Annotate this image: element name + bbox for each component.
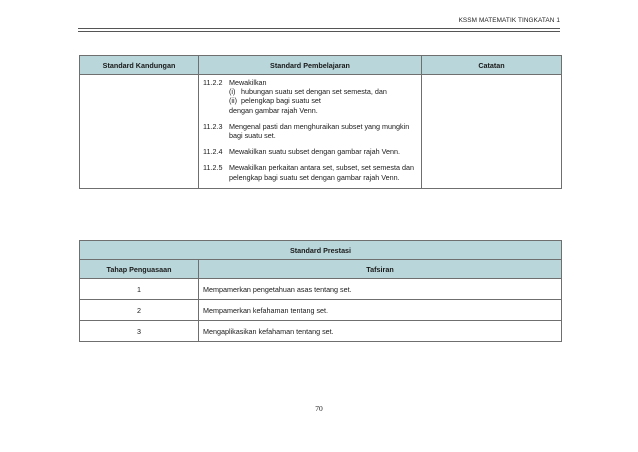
sub-item-text: pelengkap bagi suatu set	[241, 96, 321, 106]
sub-item	[229, 96, 417, 105]
item-text: Mewakilkan suatu subset dengan gambar rajah Venn.	[229, 147, 401, 157]
header-rule-bottom	[78, 31, 560, 32]
item-code: 11.2.4	[203, 147, 223, 157]
catatan-cell	[422, 75, 562, 189]
col-header-catatan: Catatan	[422, 56, 562, 75]
level-cell: 2	[80, 300, 199, 321]
description-cell: Mengaplikasikan kefahaman tentang set.	[199, 321, 562, 342]
col-header-standard-kandungan: Standard Kandungan	[80, 56, 199, 75]
learning-standard-item	[203, 147, 417, 156]
header-rule-top	[78, 28, 560, 29]
item-code: 11.2.5	[203, 163, 223, 173]
standard-pembelajaran-cell	[199, 75, 422, 189]
standards-table	[79, 55, 562, 189]
table-row	[80, 321, 562, 342]
description-cell: Mempamerkan pengetahuan asas tentang set.	[199, 279, 562, 300]
level-cell: 1	[80, 279, 199, 300]
learning-standard-item	[203, 78, 417, 115]
item-code: 11.2.2	[203, 78, 223, 87]
col-header-standard-pembelajaran: Standard Pembelajaran	[199, 56, 422, 75]
item-text: Mewakilkan perkaitan antara set, subset, set semesta dan pelengkap bagi suatu set dengan gambar rajah Venn.	[229, 163, 414, 182]
sub-item-mark: (ii)	[229, 96, 237, 106]
learning-standard-item	[203, 122, 417, 140]
item-code: 11.2.3	[203, 121, 223, 131]
description-cell: Mempamerkan kefahaman tentang set.	[199, 300, 562, 321]
sub-item-mark: (i)	[229, 87, 236, 97]
item-tail-text: dengan gambar rajah Venn.	[229, 105, 318, 115]
col-header-tafsiran: Tafsiran	[199, 260, 562, 279]
col-header-tahap-penguasaan: Tahap Penguasaan	[80, 260, 199, 279]
page-number: 70	[315, 404, 323, 413]
item-text: Mengenal pasti dan menghuraikan subset yang mungkin bagi suatu set.	[229, 121, 410, 141]
table-row	[80, 279, 562, 300]
performance-standard-table	[79, 240, 562, 342]
learning-standard-item	[203, 163, 417, 181]
table-row	[80, 300, 562, 321]
sub-item-text: hubungan suatu set dengan set semesta, dan	[241, 87, 387, 97]
sub-item	[229, 87, 417, 96]
standard-kandungan-cell	[80, 75, 199, 189]
performance-standard-title: Standard Prestasi	[80, 241, 562, 260]
level-cell: 3	[80, 321, 199, 342]
item-text: Mewakilkan	[229, 78, 267, 87]
document-header: KSSM MATEMATIK TINGKATAN 1	[458, 17, 560, 24]
